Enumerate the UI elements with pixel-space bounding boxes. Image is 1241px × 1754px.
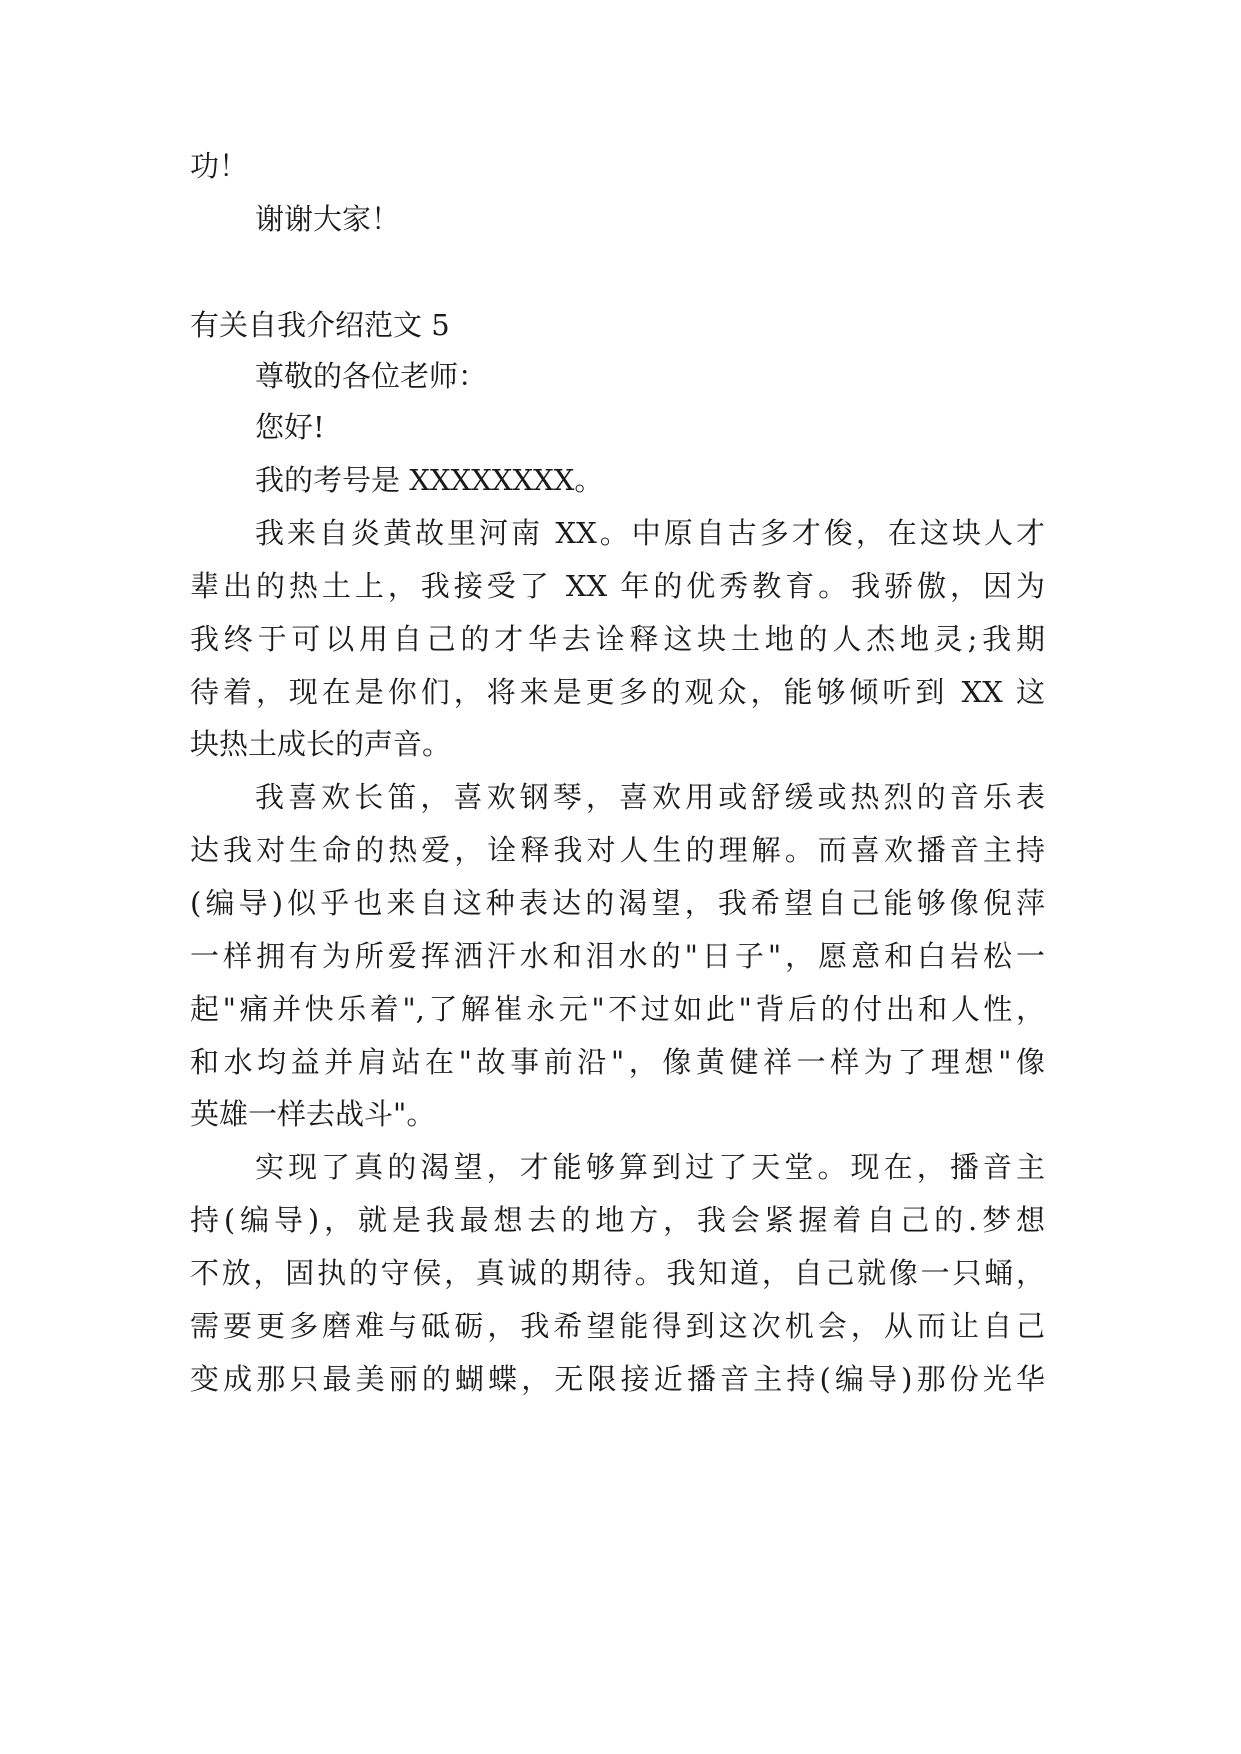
paragraph-3-line: 需要更多磨难与砥砺，我希望能得到这次机会，从而让自己 bbox=[190, 1309, 1045, 1343]
paragraph-3-line: 持(编导)，就是我最想去的地方，我会紧握着自己的.梦想 bbox=[190, 1203, 1045, 1237]
paragraph-2-line: 达我对生命的热爱，诠释我对人生的理解。而喜欢播音主持 bbox=[190, 833, 1045, 867]
exam-number-line: 我的考号是 XXXXXXXX。 bbox=[255, 463, 604, 497]
paragraph-3-line: 实现了真的渴望，才能够算到过了天堂。现在，播音主 bbox=[255, 1150, 1045, 1184]
paragraph-3-line: 变成那只最美丽的蝴蝶，无限接近播音主持(编导)那份光华 bbox=[190, 1362, 1045, 1396]
paragraph-1-line: 待着，现在是你们，将来是更多的观众，能够倾听到 XX 这 bbox=[190, 675, 1045, 709]
continuation-line: 功！ bbox=[190, 149, 249, 183]
paragraph-2-line: (编导)似乎也来自这种表达的渴望，我希望自己能够像倪萍 bbox=[190, 886, 1045, 920]
greeting-line: 您好! bbox=[255, 410, 325, 444]
section-heading: 有关自我介绍范文 5 bbox=[190, 308, 450, 342]
paragraph-2-line: 英雄一样去战斗"。 bbox=[190, 1097, 436, 1131]
paragraph-2-line: 和水均益并肩站在"故事前沿"，像黄健祥一样为了理想"像 bbox=[190, 1045, 1045, 1079]
paragraph-1-line: 我终于可以用自己的才华去诠释这块土地的人杰地灵;我期 bbox=[190, 622, 1045, 656]
paragraph-2-line: 起"痛并快乐着",了解崔永元"不过如此"背后的付出和人性， bbox=[190, 992, 1045, 1026]
paragraph-3-line: 不放，固执的守侯，真诚的期待。我知道，自己就像一只蛹， bbox=[190, 1256, 1045, 1290]
paragraph-2-line: 一样拥有为所爱挥洒汗水和泪水的"日子"，愿意和白岩松一 bbox=[190, 939, 1045, 973]
thanks-line: 谢谢大家！ bbox=[255, 202, 401, 236]
paragraph-2-line: 我喜欢长笛，喜欢钢琴，喜欢用或舒缓或热烈的音乐表 bbox=[255, 780, 1045, 814]
salutation-line: 尊敬的各位老师： bbox=[255, 359, 488, 393]
paragraph-1-line: 辈出的热土上，我接受了 XX 年的优秀教育。我骄傲，因为 bbox=[190, 569, 1045, 603]
paragraph-1-line: 块热土成长的声音。 bbox=[190, 727, 452, 761]
paragraph-1-line: 我来自炎黄故里河南 XX。中原自古多才俊，在这块人才 bbox=[255, 516, 1045, 550]
